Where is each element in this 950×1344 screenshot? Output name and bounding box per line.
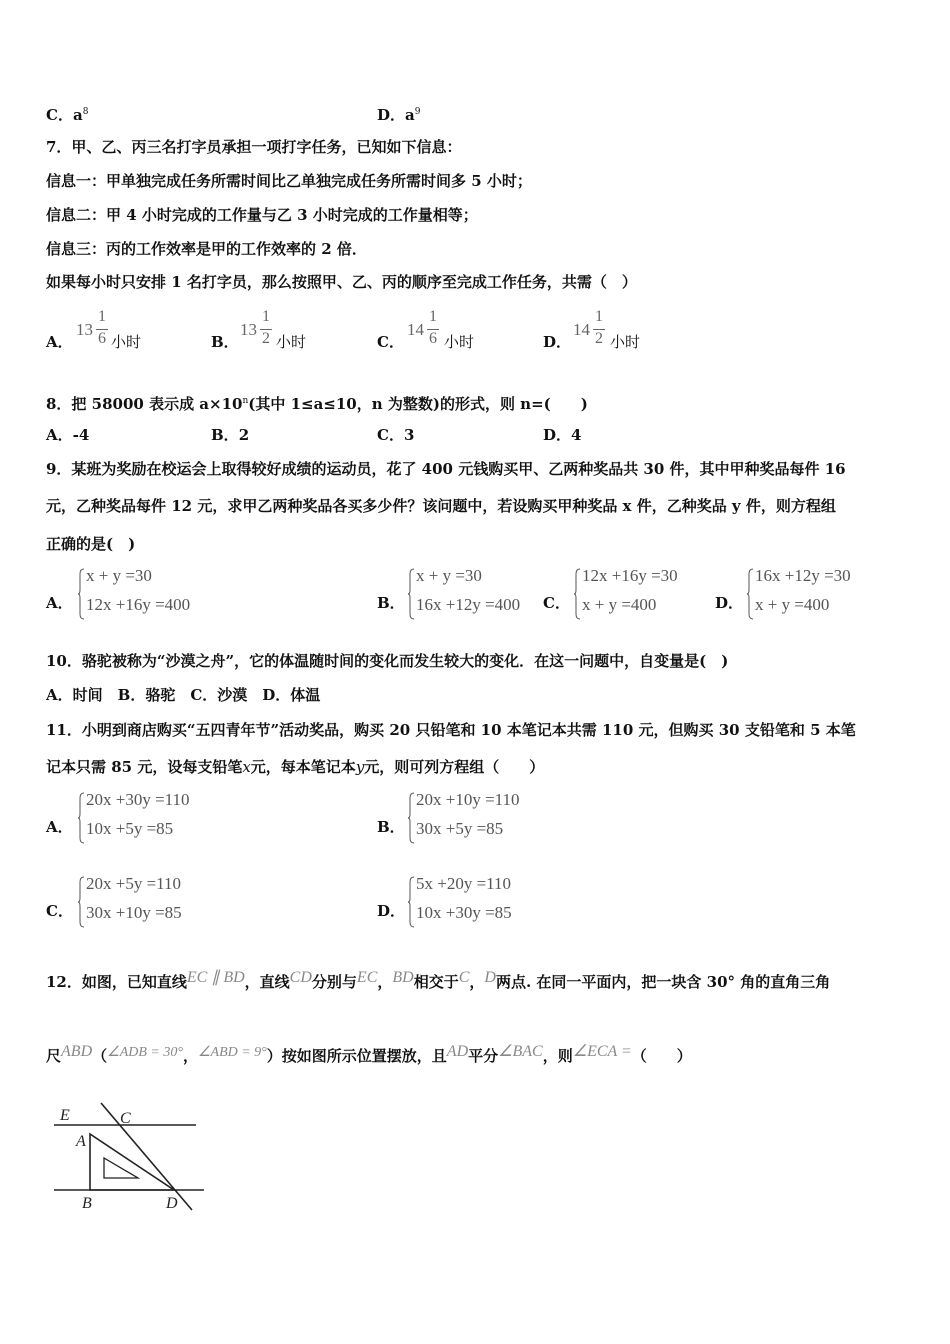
q12-line2: 尺ABD（∠ADB = 30°，∠ABD = 9°）按如图所示位置摆放，且AD平分∠BAC，则∠ECA =（ ） xyxy=(46,1043,692,1065)
q6-option-d: D．$a^9$ xyxy=(377,106,421,124)
triangle-abd xyxy=(90,1134,174,1190)
q7-question: 如果每小时只安排 1 名打字员，那么按照甲、乙、丙的顺序至完成工作任务，共需（ ） xyxy=(46,273,637,291)
q10-options: A．时间 B．骆驼 C．沙漠 D．体温 xyxy=(46,686,321,704)
label-e: E xyxy=(60,1107,70,1124)
q8-option-c: C．3 xyxy=(377,426,415,444)
q8-option-a: A．-4 xyxy=(46,426,90,444)
triangle-inner-cutout xyxy=(104,1158,138,1178)
label-c: C xyxy=(120,1110,131,1127)
q8-option-d: D．4 xyxy=(543,426,582,444)
label-b: B xyxy=(82,1195,92,1212)
q7-info2: 信息二：甲 4 小时完成的工作量与乙 3 小时完成的工作量相等； xyxy=(46,206,478,224)
q12-line1: 12．如图，已知直线EC ∥ BD，直线CD分别与EC，BD相交于C，D两点. 在同一平面内，把一块含 30° 角的直角三角 xyxy=(46,969,831,991)
line-cd xyxy=(101,1103,192,1210)
q8-stem: 8．把 58000 表示成 $a\times 10^n$(其中 1≤a≤10，n 为整数)的形式，则 n=( ) xyxy=(46,395,588,413)
q12-geometry-figure xyxy=(46,1098,216,1213)
label-a: A xyxy=(76,1133,86,1150)
label-d: D xyxy=(166,1195,178,1212)
q7-stem: 7．甲、乙、丙三名打字员承担一项打字任务，已知如下信息： xyxy=(46,138,462,156)
q11-line1: 11．小明到商店购买“五四青年节”活动奖品，购买 20 只铅笔和 10 本笔记本共需 110 元，但购买 30 支铅笔和 5 本笔 xyxy=(46,721,856,739)
q6-option-c: C．$a^8$ xyxy=(46,106,89,124)
q7-info1: 信息一：甲单独完成任务所需时间比乙单独完成任务所需时间多 5 小时； xyxy=(46,172,532,190)
q10-stem: 10．骆驼被称为“沙漠之舟”，它的体温随时间的变化而发生较大的变化．在这一问题中，自变量是( ) xyxy=(46,652,729,670)
q8-option-b: B．2 xyxy=(211,426,250,444)
q11-line2: 记本只需 85 元，设每支铅笔x元，每本笔记本y元，则可列方程组（ ） xyxy=(46,758,545,776)
q9-line2: 元，乙种奖品每件 12 元，求甲乙两种奖品各买多少件？该问题中，若设购买甲种奖品 x 件，乙种奖品 y 件，则方程组 xyxy=(46,497,836,515)
q7-info3: 信息三：丙的工作效率是甲的工作效率的 2 倍． xyxy=(46,240,367,258)
q9-line1: 9．某班为奖励在校运会上取得较好成绩的运动员，花了 400 元钱购买甲、乙两种奖品共 30 件，其中甲种奖品每件 16 xyxy=(46,460,846,478)
q9-line3: 正确的是( ) xyxy=(46,535,136,553)
